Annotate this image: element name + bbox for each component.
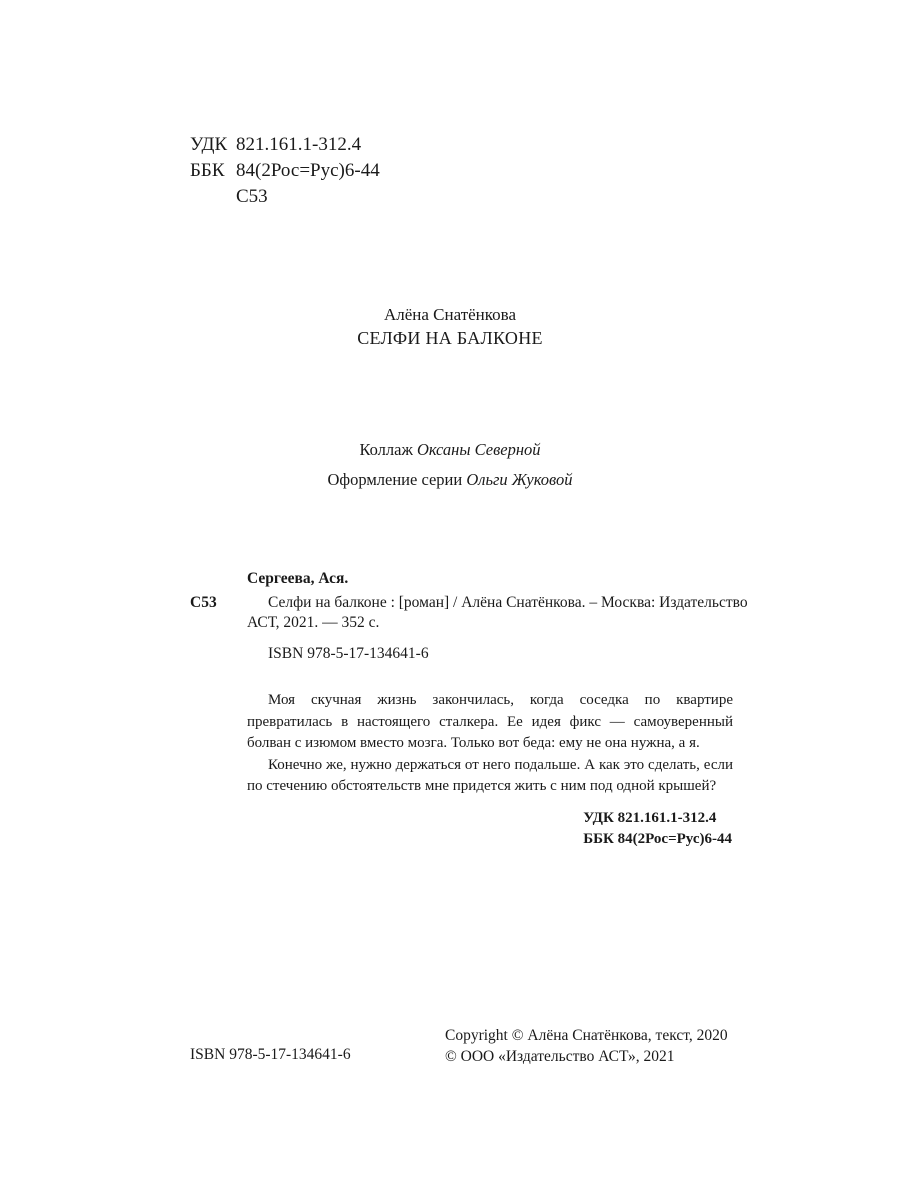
credit-name: Оксаны Северной xyxy=(417,440,541,459)
book-title: СЕЛФИ НА БАЛКОНЕ xyxy=(357,328,543,348)
credit-name: Ольги Жуковой xyxy=(466,470,573,489)
author-mark: С53 xyxy=(236,186,268,207)
biblio-author-mark: С53 xyxy=(190,594,217,611)
annotation-bbk: ББК 84(2Рос=Рус)6-44 xyxy=(583,831,732,847)
biblio-heading: Сергеева, Ася. xyxy=(247,570,349,587)
credit-role: Оформление серии xyxy=(327,470,463,489)
copyright-line-1: Copyright © Алёна Снатёнкова, текст, 2020 xyxy=(445,1027,728,1044)
classification-codes xyxy=(190,132,380,210)
annotation xyxy=(247,690,733,798)
footer-isbn: ISBN 978-5-17-134641-6 xyxy=(190,1046,351,1063)
annotation-codes xyxy=(583,808,732,850)
bbk-label: ББК xyxy=(190,160,225,181)
annotation-paragraph-2: Конечно же, нужно держаться от него подальше. А как это сделать, если по стечению обстоятельств мне придется жить с ним под одной крышей? xyxy=(247,756,733,794)
bbk-line xyxy=(190,158,380,184)
udk-value: 821.161.1-312.4 xyxy=(236,134,362,155)
annotation-paragraph-1: Моя скучная жизнь закончилась, когда соседка по квартире превратилась в настоящего сталкера. Ее идея фикс — самоуверенный болван с изюмом вместо мозга. Только вот беда: ему не она нужна, а я. xyxy=(247,692,733,751)
credit-collage xyxy=(0,440,900,460)
credit-series-design xyxy=(0,470,900,490)
copyright-line-2: © ООО «Издательство АСТ», 2021 xyxy=(445,1048,675,1065)
bbk-value: 84(2Рос=Рус)6-44 xyxy=(236,160,380,181)
credit-role: Коллаж xyxy=(359,440,413,459)
copyright-block xyxy=(445,1025,728,1067)
biblio-description-line1: Селфи на балконе : [роман] / Алёна Снатёнкова. – Москва: Издательство xyxy=(268,594,748,611)
udk-line xyxy=(190,132,380,158)
annotation-udk: УДК 821.161.1-312.4 xyxy=(583,810,717,826)
biblio-description-line2: АСТ, 2021. — 352 с. xyxy=(247,614,380,631)
biblio-isbn: ISBN 978-5-17-134641-6 xyxy=(268,645,429,662)
book-author: Алёна Снатёнкова xyxy=(383,305,517,324)
udk-label: УДК xyxy=(190,134,228,155)
